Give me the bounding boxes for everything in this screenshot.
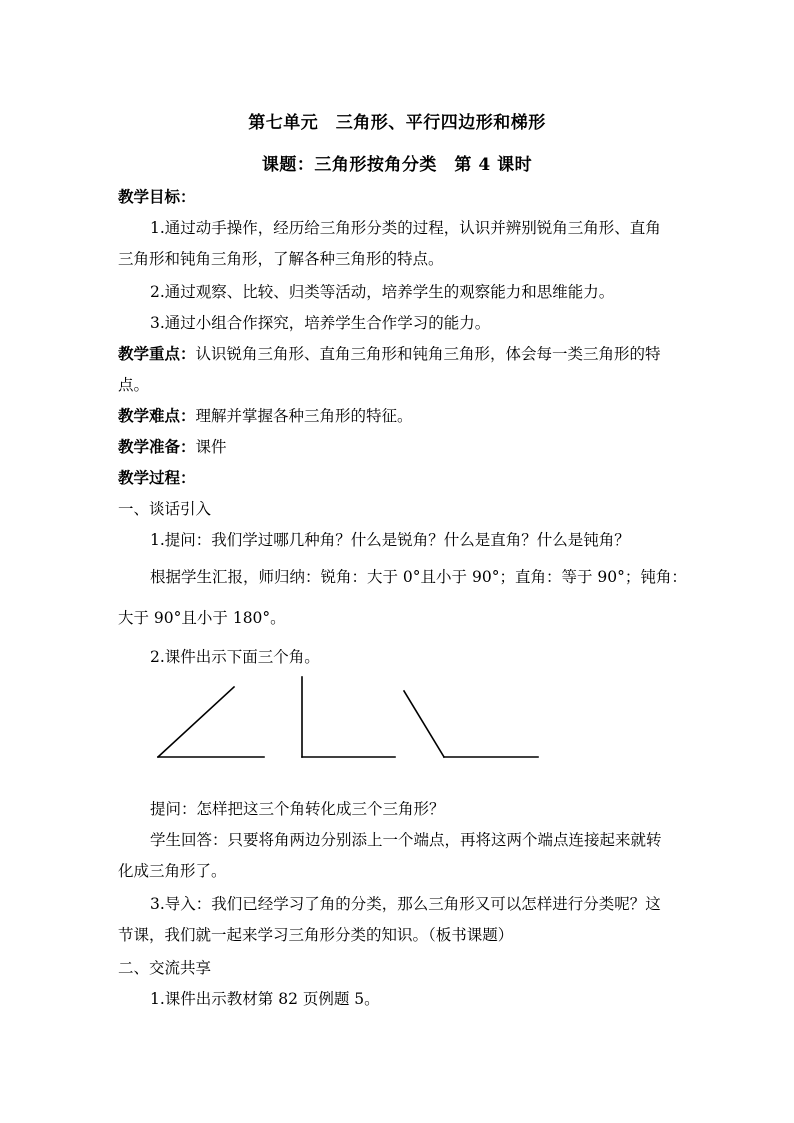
- section-1-ask: 提问：怎样把这三个角转化成三个三角形？: [150, 800, 445, 818]
- section-1-answer-line-1: 学生回答：只要将角两边分别添上一个端点，再将这两个端点连接起来就转: [150, 831, 662, 849]
- key-points-text: 认识锐角三角形、直角三角形和钝角三角形，体会每一类三角形的特: [195, 345, 661, 363]
- preparation: [118, 437, 227, 457]
- section-1-lead-line-1: 3.导入：我们已经学习了角的分类，那么三角形又可以怎样进行分类呢？这: [150, 895, 661, 913]
- section-1-answer-line-2: 化成三角形了。: [118, 862, 227, 880]
- section-2-item-1: 1.课件出示教材第 82 页例题 5。: [150, 990, 380, 1008]
- preparation-label: 教学准备：: [118, 437, 196, 456]
- objective-3: 3.通过小组合作探究，培养学生合作学习的能力。: [150, 314, 491, 332]
- objective-2: 2.通过观察、比较、归类等活动，培养学生的观察能力和思维能力。: [150, 283, 615, 301]
- lesson-title: 课题：三角形按角分类 第 4 课时: [261, 155, 533, 175]
- section-1-heading: 一、谈话引入: [118, 500, 212, 518]
- key-points-line-2: 点。: [118, 376, 150, 394]
- section-2-heading: 二、交流共享: [118, 959, 212, 977]
- right-angle: [302, 677, 395, 757]
- preparation-text: 课件: [195, 438, 227, 456]
- acute-angle: [158, 687, 264, 757]
- section-1-question: 1.提问：我们学过哪几种角？什么是锐角？什么是直角？什么是钝角？: [150, 531, 630, 549]
- difficulty-label: 教学难点：: [118, 406, 196, 425]
- unit-title: 第七单元 三角形、平行四边形和梯形: [248, 113, 546, 133]
- key-points: [118, 344, 661, 364]
- three-angles-figure: [150, 672, 550, 767]
- process-heading: 教学过程：: [118, 468, 196, 487]
- section-1-summary-line-1: 根据学生汇报，师归纳：锐角：大于 0°且小于 90°；直角：等于 90°；钝角：: [150, 568, 687, 586]
- objective-1-line-2: 三角形和钝角三角形，了解各种三角形的特点。: [118, 250, 444, 268]
- objectives-heading: 教学目标：: [118, 187, 196, 206]
- section-1-summary-line-2: 大于 90°且小于 180°。: [118, 609, 286, 627]
- difficulty-text: 理解并掌握各种三角形的特征。: [195, 407, 413, 425]
- objective-1-line-1: 1.通过动手操作，经历给三角形分类的过程，认识并辨别锐角三角形、直角: [150, 219, 661, 237]
- section-1-lead-line-2: 节课，我们就一起来学习三角形分类的知识。（板书课题）: [118, 926, 514, 944]
- key-points-label: 教学重点：: [118, 344, 196, 363]
- obtuse-angle: [404, 691, 538, 757]
- difficulty: [118, 406, 413, 426]
- section-1-show-angles: 2.课件出示下面三个角。: [150, 648, 320, 666]
